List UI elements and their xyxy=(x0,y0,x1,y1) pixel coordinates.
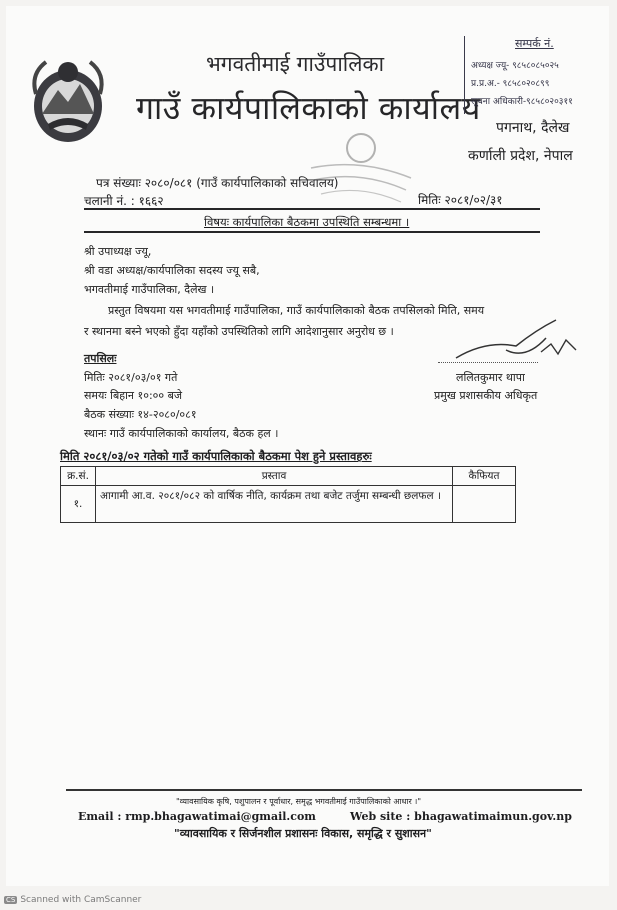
subject-text: विषयः कार्यपालिका बैठकमा उपस्थिति सम्बन्धमा । xyxy=(204,215,410,229)
footer-divider xyxy=(66,789,582,791)
schedule-time: समयः बिहान १०:०० बजे xyxy=(84,389,183,402)
table-header-row xyxy=(61,467,516,486)
body-text-line: र स्थानमा बस्ने भएको हुँदा यहाँको उपस्थितिको लागि आदेशानुसार अनुरोध छ । xyxy=(84,325,394,338)
letter-page xyxy=(6,6,609,886)
contact-title: सम्पर्क नं. xyxy=(515,37,554,50)
contact-row: प्र.प्र.अ.- ९८५८०२०८९९ xyxy=(471,79,550,89)
contact-row: सूचना अधिकारी-९८५८०२०३११ xyxy=(471,97,573,107)
divider xyxy=(84,231,540,233)
schedule-heading: तपसिलः xyxy=(84,352,117,365)
camscanner-icon: CS xyxy=(6,896,16,904)
dispatch-number: चलानी नं. : १६६२ xyxy=(84,194,164,208)
letter-subject xyxy=(204,215,409,230)
schedule-meeting-number: बैठक संख्याः १४-२०८०/०८१ xyxy=(84,408,197,421)
letter-date: मितिः २०८१/०२/३१ xyxy=(418,193,503,207)
column-header: प्रस्ताव xyxy=(96,467,453,486)
municipality-name: भगवतीमाई गाउँपालिका xyxy=(206,52,385,76)
remarks-cell xyxy=(453,486,516,523)
location-line-2: कर्णाली प्रदेश, नेपाल xyxy=(468,148,573,164)
column-header: कैफियत xyxy=(453,467,516,486)
contact-row: अध्यक्ष ज्यू- ९८५८०८५०२५ xyxy=(471,61,559,71)
signatory-designation: प्रमुख प्रशासकीय अधिकृत xyxy=(434,389,538,402)
proposal-cell: आगामी आ.व. २०८१/०८२ को वार्षिक नीति, कार्यक्रम तथा बजेट तर्जुमा सम्बन्धी छलफल । xyxy=(96,486,453,523)
column-header: क्र.सं. xyxy=(61,467,96,486)
schedule-date: मितिः २०८१/०३/०१ गते xyxy=(84,371,178,384)
addressee-line: भगवतीमाई गाउँपालिका, दैलेख । xyxy=(84,283,215,296)
table-row xyxy=(61,486,516,523)
footer-website: Web site : bhagawatimaimun.gov.np xyxy=(350,810,572,823)
scanner-watermark xyxy=(4,895,141,905)
location-line-1: पगनाथ, दैलेख xyxy=(496,120,570,136)
signature-line xyxy=(438,362,538,363)
serial-cell: १. xyxy=(61,486,96,523)
body-text-line: प्रस्तुत विषयमा यस भगवतीमाई गाउँपालिका, गाउँ कार्यपालिकाको बैठक तपसिलको मिति, समय xyxy=(108,304,485,317)
contact-box xyxy=(464,36,593,114)
scanner-text: Scanned with CamScanner xyxy=(20,895,142,905)
proposals-table xyxy=(60,466,516,523)
footer-motto: "व्यावसायिक र सिर्जनशील प्रशासनः विकास, समृद्धि र सुशासन" xyxy=(174,827,432,840)
signatory-name: ललितकुमार थापा xyxy=(456,371,525,384)
nepal-emblem-icon xyxy=(28,54,110,148)
addressee-line: श्री वडा अध्यक्ष/कार्यपालिका सदस्य ज्यू सबै, xyxy=(84,264,260,277)
footer-email: Email : rmp.bhagawatimai@gmail.com xyxy=(78,810,316,823)
addressee-line: श्री उपाध्यक्ष ज्यू, xyxy=(84,245,152,258)
office-stamp-icon xyxy=(306,118,416,208)
divider xyxy=(84,208,540,210)
footer-slogan: "व्यावसायिक कृषि, पशुपालन र पूर्वाधार, समृद्ध भगवतीमाई गाउँपालिकाको आधार ।" xyxy=(176,797,422,806)
reference-number: पत्र संख्याः २०८०/०८१ (गाउँ कार्यपालिकाको सचिवालय) xyxy=(96,176,339,190)
office-title: गाउँ कार्यपालिकाको कार्यालय xyxy=(136,89,481,127)
proposals-heading: मिति २०८१/०३/०२ गतेको गाउँ कार्यपालिकाको बैठकमा पेश हुने प्रस्तावहरुः xyxy=(60,449,372,463)
schedule-venue: स्थानः गाउँ कार्यपालिकाको कार्यालय, बैठक हल । xyxy=(84,427,279,440)
